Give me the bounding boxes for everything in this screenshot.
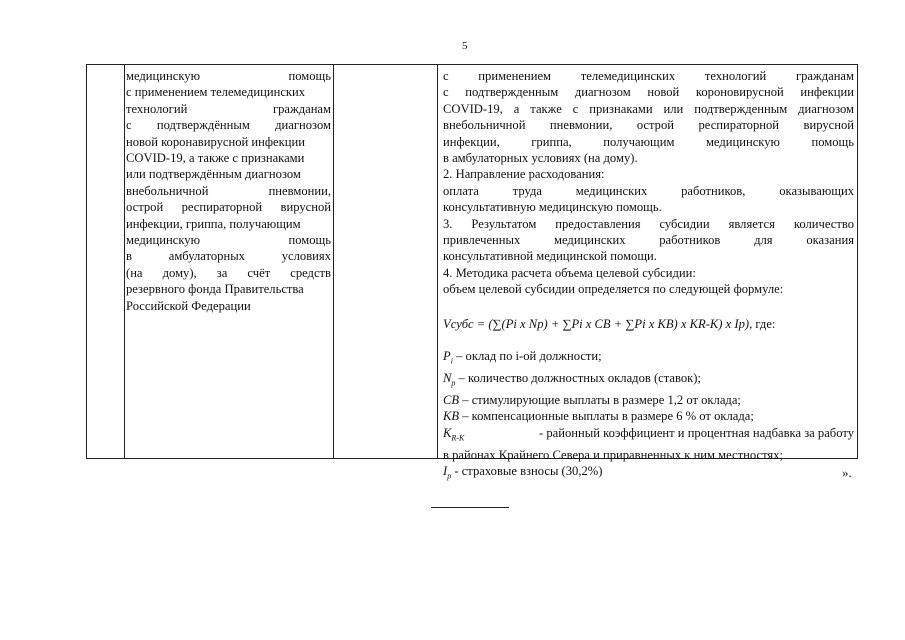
table-divider <box>333 65 334 458</box>
definition-symbol: СВ <box>443 392 460 407</box>
definition-line <box>443 408 854 424</box>
section-heading: 2. Направление расходования: <box>443 167 605 182</box>
text-line: резервного фонда Правительства <box>126 282 304 297</box>
definition-subscript: p <box>447 471 452 481</box>
formula-lhs: Vсубс <box>443 316 474 331</box>
text-line: оплата труда медицинских работников, оказывающих <box>443 183 854 198</box>
definition-symbol: КВ <box>443 409 460 424</box>
text-line: (на дому), за счёт средств <box>126 265 331 280</box>
definition-symbol: I <box>443 464 448 479</box>
text-line: консультативной медицинской помощи. <box>443 249 657 264</box>
text-line: острой респираторной вирусной <box>126 200 331 215</box>
definition-text: - страховые взносы (30,2%) <box>451 464 603 479</box>
text-line: в амбулаторных условиях (на дому). <box>443 151 638 166</box>
text-line: объем целевой субсидии определяется по следующей формуле: <box>443 282 784 297</box>
definition-text: – количество должностных окладов (ставок); <box>455 371 701 386</box>
text-line: в амбулаторных условиях <box>126 249 331 264</box>
text-line: с подтвержденным диагнозом новой короновирусной инфекции <box>443 85 854 100</box>
definition-subscript: R-K <box>451 433 465 443</box>
definition-symbol: K <box>443 425 452 440</box>
text-line: с применением телемедицинских <box>126 85 306 100</box>
text-line: инфекции, гриппа, получающим медицинскую помощь <box>443 134 854 149</box>
definition-line <box>443 392 854 408</box>
definition-text: – оклад по i-ой должности; <box>452 349 602 364</box>
text-line: COVID-19, а также с признаками <box>126 151 305 166</box>
text-line: 3. Результатом предоставления субсидии является количество <box>443 216 854 231</box>
right-cell-text <box>443 68 854 485</box>
text-line: COVID-19, а также с признаками или подтвержденным диагнозом <box>443 101 854 116</box>
definition-text: - районный коэффициент и процентная надбавка за работу <box>539 425 854 440</box>
text-line: Российской Федерации <box>126 298 251 313</box>
definition-line <box>443 425 854 447</box>
text-line: внебольничной пневмонии, <box>126 183 331 198</box>
text-line: медицинскую помощь <box>126 233 331 248</box>
text-line: консультативную медицинскую помощь. <box>443 200 662 215</box>
text-line: привлеченных медицинских работников для оказания <box>443 233 854 248</box>
definition-line <box>443 370 854 392</box>
closing-quote: ». <box>842 465 852 480</box>
text-line: с применением телемедицинских технологий гражданам <box>443 69 854 83</box>
page-number: 5 <box>462 40 468 52</box>
definition-line: в районах Крайнего Севера и приравненных к ним местностях; <box>443 447 783 462</box>
footer-rule <box>431 507 509 508</box>
text-line: или подтверждённым диагнозом <box>126 167 301 182</box>
definition-line <box>443 463 854 485</box>
text-line: новой коронавирусной инфекции <box>126 134 305 149</box>
definition-text: – стимулирующие выплаты в размере 1,2 от оклада; <box>459 392 741 407</box>
formula-where: где: <box>755 316 776 331</box>
text-line: медицинскую помощь <box>126 69 331 83</box>
text-line: инфекции, гриппа, получающим <box>126 216 301 231</box>
definition-text: – компенсационные выплаты в размере 6 % от оклада; <box>459 409 754 424</box>
section-heading: 4. Методика расчета объема целевой субсидии: <box>443 265 696 280</box>
formula-expression: = (∑(Pi x Np) + ∑Pi x СВ + ∑Pi x КВ) x KR-K) x Ip), <box>476 316 753 331</box>
table-divider <box>437 65 438 458</box>
left-cell-text <box>126 68 331 314</box>
table-divider <box>124 65 125 458</box>
definition-subscript: i <box>450 356 453 366</box>
text-line: с подтверждённым диагнозом <box>126 118 331 133</box>
document-table <box>86 64 858 481</box>
text-line: внебольничной пневмонии, острой респираторной вирусной <box>443 118 854 133</box>
definition-line <box>443 348 854 370</box>
definition-symbol: N <box>443 371 452 386</box>
text-line: технологий гражданам <box>126 101 331 116</box>
subsidy-formula <box>443 316 854 332</box>
definition-symbol: P <box>443 349 451 364</box>
definition-subscript: p <box>451 378 456 388</box>
